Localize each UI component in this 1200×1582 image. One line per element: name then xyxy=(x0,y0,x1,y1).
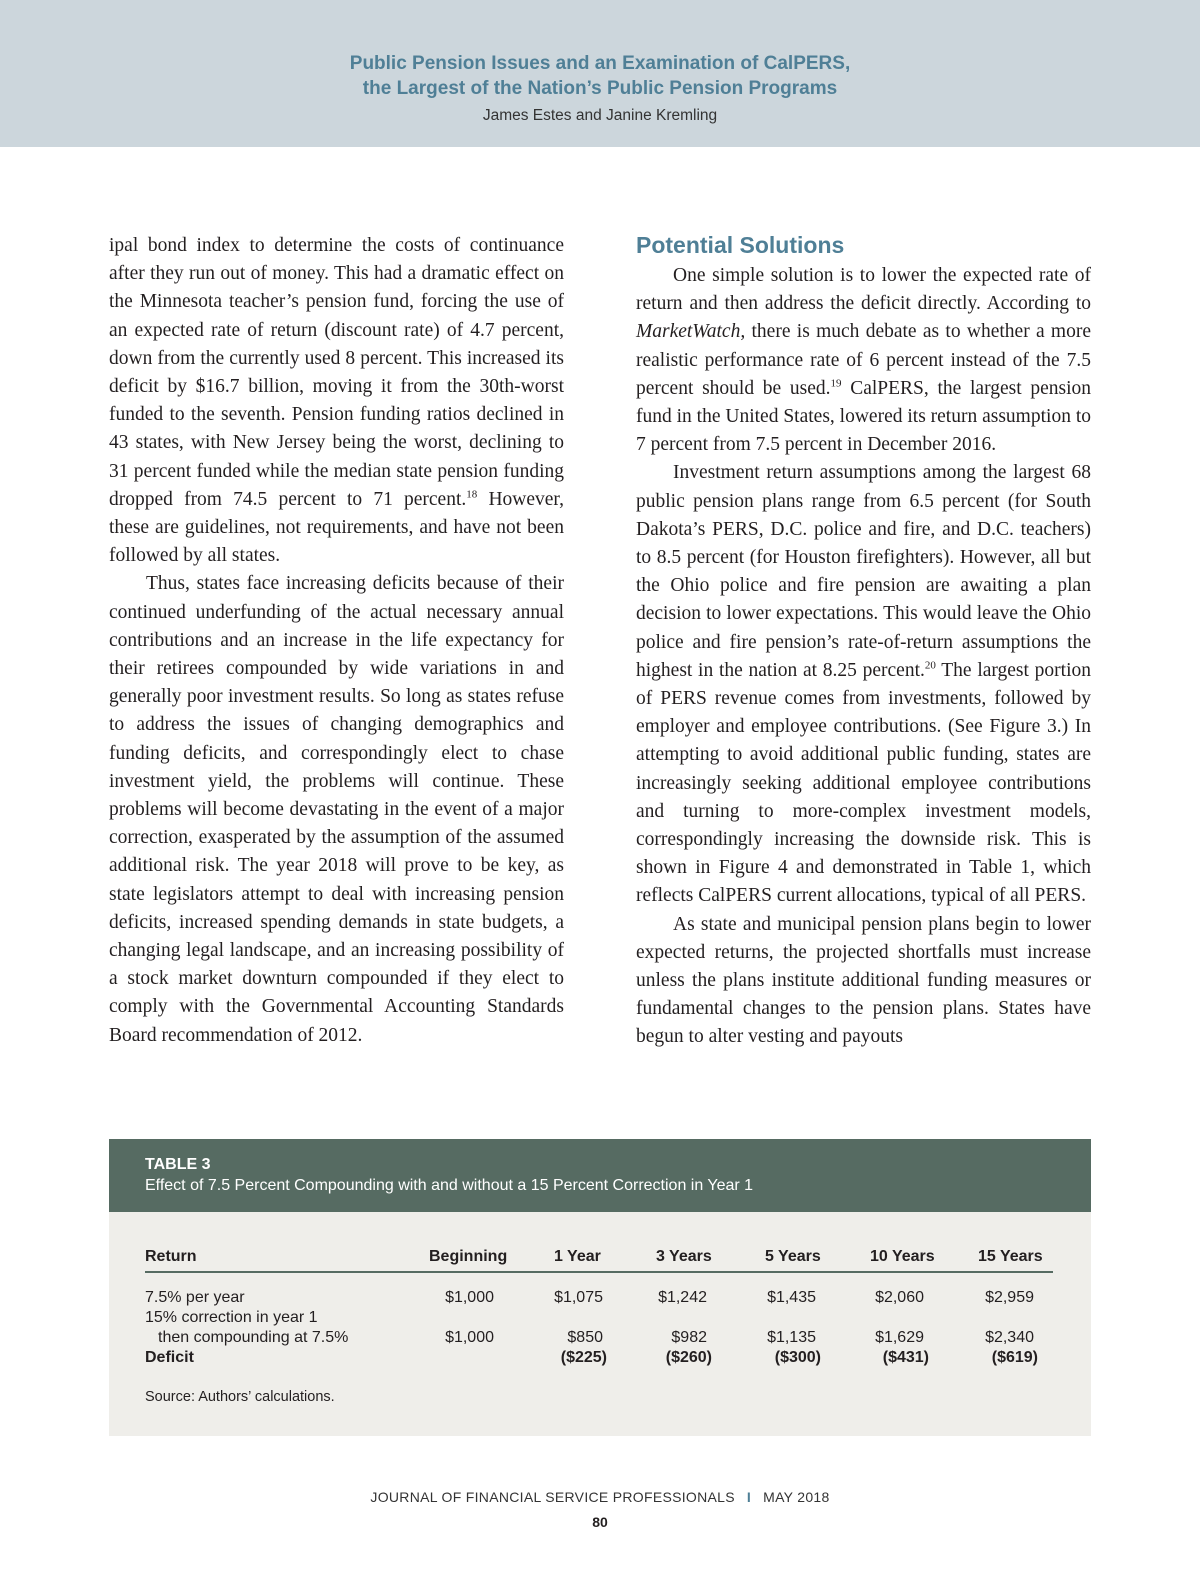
left-paragraph-1: ipal bond index to determine the costs of continuance after they run out of money. This had a dramatic effect on the Minnesota teacher’s pension fund, forcing the use of an expected rate of return (discount rate) of 4.7 percent, down from the currently used 8 percent. This increased its deficit by $16.7 billion, moving it from the 30th-worst funded to the seventh. Pension funding ratios declined in 43 states, with New Jersey being the worst, declining to 31 percent funded while the median state pension funding dropped from 74.5 percent to 71 percent.$^{18}$ However, these are guidelines, not requirements, and have not been followed by all states. xyxy=(109,235,564,567)
footer-separator: I xyxy=(746,1489,752,1505)
article-title-line-2: the Largest of the Nation’s Public Pension Programs xyxy=(362,78,838,99)
table-3 xyxy=(109,1139,1091,1436)
table-cell: $1,000 xyxy=(445,1329,494,1346)
page-number: 80 xyxy=(592,1514,608,1530)
footnote-ref-20: 20 xyxy=(924,659,936,672)
header-rule xyxy=(145,1271,1053,1273)
publication-name: MarketWatch, xyxy=(636,321,746,343)
table-cell: ($260) xyxy=(665,1349,712,1366)
table-cell: ($225) xyxy=(560,1349,607,1366)
running-header xyxy=(0,0,1200,147)
table-cell: $982 xyxy=(671,1329,707,1346)
journal-name: JOURNAL OF FINANCIAL SERVICE PROFESSIONALS xyxy=(370,1489,735,1505)
table-cell: ($431) xyxy=(882,1349,929,1366)
running-footer xyxy=(0,1489,1200,1505)
row-label: then compounding at 7.5% xyxy=(158,1329,349,1346)
column-header: Return xyxy=(145,1248,197,1265)
article-authors: James Estes and Janine Kremling xyxy=(482,107,718,124)
table-cell: $1,435 xyxy=(767,1289,816,1306)
table-cell: $1,075 xyxy=(554,1289,603,1306)
right-column xyxy=(636,232,1091,1052)
column-header: 10 Years xyxy=(870,1248,935,1265)
row-label: 7.5% per year xyxy=(145,1289,245,1306)
article-title-line-1: Public Pension Issues and an Examination of CalPERS, xyxy=(349,53,851,74)
left-column xyxy=(109,232,564,1050)
table-caption: Effect of 7.5 Percent Compounding with and without a 15 Percent Correction in Year 1 xyxy=(145,1177,754,1194)
left-paragraph-2: Thus, states face increasing deficits because of their continued underfunding of the actual necessary annual contributions and an increase in the life expectancy for their retirees compounded by wide variations in and generally poor investment results. So long as states refuse to address the issues of changing demographics and funding deficits, and correspondingly elect to chase investment yield, the problems will continue. These problems will become devastating in the event of a major correction, exasperated by the assumption of the assumed additional risk. The year 2018 will prove to be key, as state legislators attempt to deal with increasing pension deficits, increased spending demands in state budgets, a changing legal landscape, and an increasing possibility of a stock market downturn compounded if they elect to comply with the Governmental Accounting Standards Board recommendation of 2012. xyxy=(109,573,564,1046)
table-title-bar xyxy=(109,1139,1091,1212)
right-paragraph-3: As state and municipal pension plans begin to lower expected returns, the projected shortfalls must increase unless the plans institute additional funding measures or fundamental changes to the pension plans. States have begun to alter vesting and payouts xyxy=(636,913,1091,1048)
right-paragraph-2: Investment return assumptions among the largest 68 public pension plans range from 6.5 percent (for South Dakota’s PERS, D.C. police and fire, and D.C. teachers) to 8.5 percent (for Houston firefighters). However, all but the Ohio police and fire pension are awaiting a plan decision to lower expectations. This would leave the Ohio police and fire pension’s rate-of-return assumptions the highest in the nation at 8.25 percent.$^{20}$ The largest portion of PERS revenue comes from investments, followed by employer and employee contributions. (See Figure 3.) In attempting to avoid additional public funding, states are increasingly seeking additional employee contributions and turning to more-complex investment models, correspondingly increasing the downside risk. This is shown in Figure 4 and demonstrated in Table 1, which reflects CalPERS current allocations, typical of all PERS. xyxy=(636,462,1091,907)
table-cell: $1,000 xyxy=(445,1289,494,1306)
column-header: 3 Years xyxy=(656,1248,712,1265)
column-header: Beginning xyxy=(429,1248,508,1265)
table-cell: $2,060 xyxy=(875,1289,924,1306)
table-cell: $1,135 xyxy=(767,1329,816,1346)
table-cell: $2,959 xyxy=(985,1289,1034,1306)
table-cell: $2,340 xyxy=(985,1329,1034,1346)
right-paragraph-1: One simple solution is to lower the expected rate of return and then address the deficit directly. According to MarketWatch, there is much debate as to whether a more realistic performance rate of 6 percent instead of the 7.5 percent should be used.$^{19}$ CalPERS, the largest pension fund in the United States, lowered its return assumption to 7 percent from 7.5 percent in December 2016. xyxy=(636,265,1091,456)
table-cell: $850 xyxy=(567,1329,603,1346)
column-header: 15 Years xyxy=(978,1248,1043,1265)
column-header: 1 Year xyxy=(554,1248,601,1265)
footnote-ref-19: 19 xyxy=(830,377,842,390)
table-cell: ($300) xyxy=(774,1349,821,1366)
table-source: Source: Authors’ calculations. xyxy=(145,1389,335,1405)
table-cell: $1,242 xyxy=(658,1289,707,1306)
table-cell: $1,629 xyxy=(875,1329,924,1346)
row-label: 15% correction in year 1 xyxy=(145,1309,318,1326)
table-cell: ($619) xyxy=(991,1349,1038,1366)
footnote-ref-18: 18 xyxy=(466,488,478,501)
column-header: 5 Years xyxy=(765,1248,821,1265)
table-label: TABLE 3 xyxy=(145,1156,211,1173)
section-heading: Potential Solutions xyxy=(636,232,845,258)
row-label: Deficit xyxy=(145,1349,194,1366)
issue-date: MAY 2018 xyxy=(763,1489,830,1505)
